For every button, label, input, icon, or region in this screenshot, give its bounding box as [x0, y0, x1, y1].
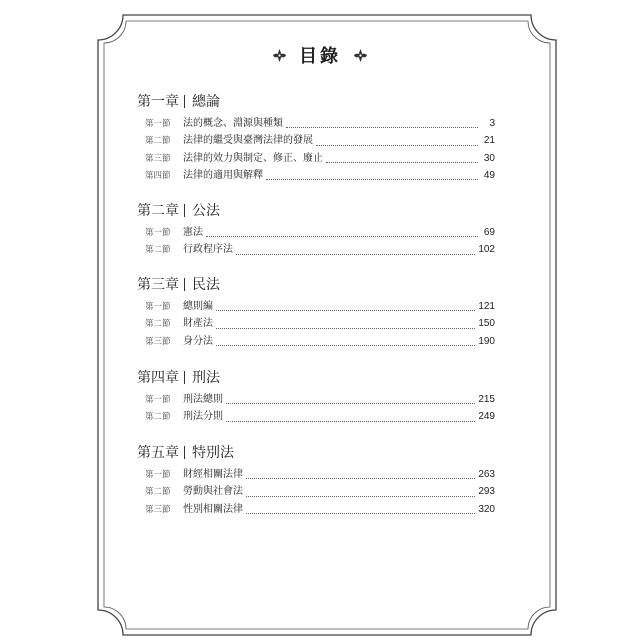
- chapter-heading: [137, 367, 495, 387]
- section-title: 法律的效力與制定、修正、廢止: [183, 152, 323, 164]
- dot-leader: [216, 328, 475, 329]
- dot-leader: [216, 345, 475, 346]
- chapter-heading: [137, 91, 495, 111]
- toc-entry: [137, 241, 495, 258]
- chapter-heading: [137, 274, 495, 294]
- section-title: 財產法: [183, 318, 213, 330]
- chapter-number: 第四章: [137, 369, 179, 385]
- page-number: 121: [478, 301, 495, 312]
- toc-entry: [137, 150, 495, 167]
- toc-entry: [137, 224, 495, 241]
- section-title: 法的概念、淵源與種類: [183, 118, 283, 129]
- toc-entry: [137, 115, 495, 132]
- section-number: 第一節: [145, 394, 171, 404]
- dot-leader: [216, 310, 475, 311]
- section-title: 法律的繼受與臺灣法律的發展: [183, 135, 313, 147]
- page-number: 3: [489, 118, 495, 129]
- chapter-5: [137, 442, 495, 518]
- page-number: 150: [478, 318, 495, 330]
- toc-entry: [137, 167, 495, 184]
- section-number: 第三節: [145, 503, 171, 514]
- page-number: 249: [478, 411, 495, 423]
- chapter-heading: [137, 200, 495, 220]
- chapter-2: [137, 200, 495, 259]
- section-number: 第二節: [145, 135, 171, 146]
- section-title: 總則編: [183, 301, 213, 312]
- toc-entry: [137, 391, 495, 408]
- dot-leader: [246, 496, 475, 497]
- chapter-4: [137, 367, 495, 426]
- section-number: 第二節: [145, 244, 171, 255]
- fleuron-icon: [272, 48, 287, 63]
- chapter-number: 第二章: [137, 202, 179, 218]
- chapter-number: 第三章: [137, 276, 179, 292]
- section-number: 第一節: [145, 118, 171, 128]
- fleuron-icon: [353, 48, 368, 63]
- toc-entry: [137, 132, 495, 149]
- section-title: 行政程序法: [183, 244, 233, 256]
- chapter-title: 公法: [192, 202, 220, 218]
- page-number: 30: [483, 152, 495, 164]
- toc-entry: [137, 483, 495, 500]
- chapter-title: 總論: [192, 93, 220, 109]
- section-number: 第三節: [145, 152, 171, 163]
- page-number: 215: [478, 394, 495, 405]
- dot-leader: [236, 254, 475, 255]
- section-title: 刑法總則: [183, 394, 223, 405]
- dot-leader: [246, 513, 475, 514]
- dot-leader: [286, 127, 478, 128]
- section-title: 性別相關法律: [183, 503, 243, 515]
- toc-entry: [137, 298, 495, 315]
- chapter-number: 第五章: [137, 444, 179, 460]
- page-number: 21: [483, 135, 495, 147]
- dot-leader: [266, 179, 478, 180]
- chapter-divider: [184, 371, 185, 384]
- section-number: 第一節: [145, 227, 171, 237]
- chapter-title: 特別法: [192, 444, 234, 460]
- section-number: 第二節: [145, 486, 171, 497]
- toc-entry: [137, 466, 495, 483]
- dot-leader: [226, 421, 475, 422]
- section-number: 第一節: [145, 301, 171, 311]
- chapter-heading: [137, 442, 495, 462]
- section-title: 刑法分則: [183, 411, 223, 423]
- chapter-number: 第一章: [137, 93, 179, 109]
- toc-header: [0, 43, 640, 67]
- toc-entry: [137, 333, 495, 350]
- toc-entry: [137, 315, 495, 332]
- chapter-divider: [184, 204, 185, 217]
- page-number: 102: [478, 244, 495, 256]
- page-number: 263: [478, 469, 495, 480]
- section-number: 第二節: [145, 411, 171, 422]
- toc-entry: [137, 501, 495, 518]
- section-title: 法律的適用與解釋: [183, 170, 263, 182]
- section-title: 財經相關法律: [183, 469, 243, 480]
- chapter-divider: [184, 278, 185, 291]
- chapter-divider: [184, 95, 185, 108]
- section-number: 第三節: [145, 335, 171, 346]
- dot-leader: [316, 145, 478, 146]
- chapter-divider: [184, 446, 185, 459]
- dot-leader: [326, 162, 478, 163]
- section-number: 第四節: [145, 170, 171, 181]
- section-number: 第一節: [145, 469, 171, 479]
- chapter-title: 刑法: [192, 369, 220, 385]
- dot-leader: [226, 403, 475, 404]
- section-title: 身分法: [183, 335, 213, 347]
- chapter-3: [137, 274, 495, 350]
- chapter-title: 民法: [192, 276, 220, 292]
- page-title: 目錄: [299, 46, 341, 66]
- section-title: 憲法: [183, 227, 203, 238]
- page-number: 190: [478, 335, 495, 347]
- page-number: 49: [483, 170, 495, 182]
- dot-leader: [246, 478, 475, 479]
- page-number: 293: [478, 486, 495, 498]
- toc-entry: [137, 408, 495, 425]
- section-title: 勞動與社會法: [183, 486, 243, 498]
- dot-leader: [206, 236, 478, 237]
- section-number: 第二節: [145, 318, 171, 329]
- page-number: 69: [483, 227, 495, 238]
- chapter-1: [137, 91, 495, 185]
- page-number: 320: [478, 503, 495, 515]
